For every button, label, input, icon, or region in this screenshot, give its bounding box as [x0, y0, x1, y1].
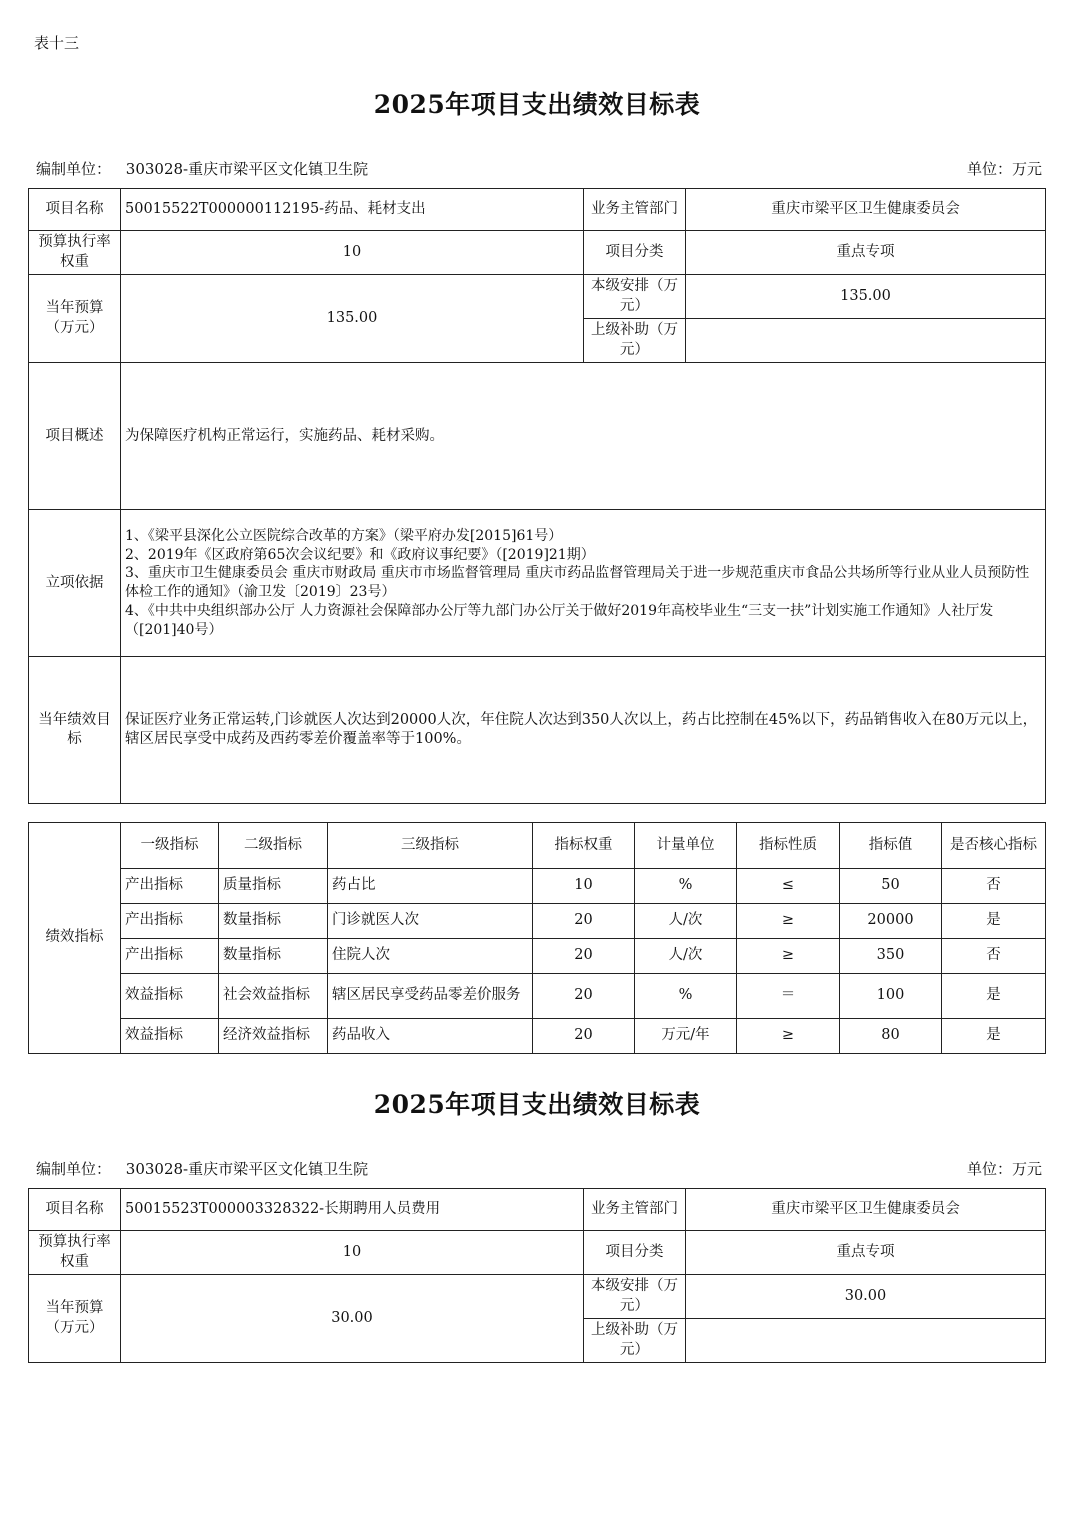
cell-level1: 效益指标 [121, 974, 219, 1019]
label-superior: 上级补助（万元） [584, 1319, 686, 1363]
cell-value: 20000 [840, 904, 942, 939]
label-category: 项目分类 [584, 231, 686, 275]
indicator-header: 指标值 [840, 823, 942, 869]
indicator-header: 二级指标 [219, 823, 328, 869]
cell-weight: 20 [533, 974, 635, 1019]
cell-nature: ≤ [737, 869, 840, 904]
cell-unit: % [635, 869, 737, 904]
cell-core: 否 [942, 869, 1046, 904]
label-budget: 当年预算（万元） [29, 1275, 121, 1363]
unit-label: 编制单位： [36, 160, 112, 178]
label-indicators: 绩效指标 [29, 823, 121, 1054]
goal-text: 保证医疗业务正常运转,门诊就医人次达到20000人次，年住院人次达到350人次以上，药占比控制在45%以下，药品销售收入在80万元以上，辖区居民享受中成药及西药零差价覆盖率等于100%。 [121, 657, 1046, 804]
indicator-row [29, 869, 1046, 904]
cell-value: 100 [840, 974, 942, 1019]
own-value: 30.00 [686, 1275, 1046, 1319]
cell-core: 否 [942, 939, 1046, 974]
cell-value: 80 [840, 1019, 942, 1054]
cell-level3: 药占比 [328, 869, 533, 904]
category-value: 重点专项 [686, 231, 1046, 275]
own-value: 135.00 [686, 275, 1046, 319]
cell-level3: 住院人次 [328, 939, 533, 974]
label-goal: 当年绩效目标 [29, 657, 121, 804]
info-table [28, 1188, 1046, 1363]
dept-value: 重庆市梁平区卫生健康委员会 [686, 1189, 1046, 1231]
indicator-row [29, 904, 1046, 939]
indicator-header: 计量单位 [635, 823, 737, 869]
cell-value: 50 [840, 869, 942, 904]
cell-nature: ≥ [737, 1019, 840, 1054]
unit-value: 303028-重庆市梁平区文化镇卫生院 [125, 1160, 369, 1178]
dept-value: 重庆市梁平区卫生健康委员会 [686, 189, 1046, 231]
cell-level2: 质量指标 [219, 869, 328, 904]
cell-unit: 万元/年 [635, 1019, 737, 1054]
cell-core: 是 [942, 904, 1046, 939]
cell-weight: 20 [533, 939, 635, 974]
label-superior: 上级补助（万元） [584, 319, 686, 363]
project-name: 50015522T000000112195-药品、耗材支出 [121, 189, 584, 231]
page-tag: 表十三 [34, 34, 80, 52]
form-title: 2025年项目支出绩效目标表 [373, 1090, 701, 1119]
cell-unit: % [635, 974, 737, 1019]
label-project-name: 项目名称 [29, 1189, 121, 1231]
label-dept: 业务主管部门 [584, 189, 686, 231]
label-project-name: 项目名称 [29, 189, 121, 231]
category-value: 重点专项 [686, 1231, 1046, 1275]
cell-core: 是 [942, 1019, 1046, 1054]
budget-value: 30.00 [121, 1275, 584, 1363]
cell-nature: ≥ [737, 904, 840, 939]
label-rate-weight: 预算执行率权重 [29, 231, 121, 275]
basis-item: 4、《中共中央组织部办公厅 人力资源社会保障部办公厅等九部门办公厅关于做好2019年高校毕业生“三支一扶”计划实施工作通知》人社厅发（[201]40号） [125, 603, 994, 639]
basis-item: 2、2019年《区政府第65次会议纪要》和《政府议事纪要》（[2019]21期） [125, 546, 595, 563]
label-own: 本级安排（万元） [584, 1275, 686, 1319]
indicator-header: 指标权重 [533, 823, 635, 869]
info-table [28, 188, 1046, 804]
project-name: 50015523T000003328322-长期聘用人员费用 [121, 1189, 584, 1231]
label-own: 本级安排（万元） [584, 275, 686, 319]
currency-unit: 单位：万元 [966, 1160, 1042, 1178]
form-title: 2025年项目支出绩效目标表 [373, 90, 701, 119]
budget-value: 135.00 [121, 275, 584, 363]
cell-weight: 20 [533, 904, 635, 939]
superior-value [686, 319, 1046, 363]
label-overview: 项目概述 [29, 363, 121, 510]
basis-item: 3、重庆市卫生健康委员会 重庆市财政局 重庆市市场监督管理局 重庆市药品监督管理局关于进一步规范重庆市食品公共场所等行业从业人员预防性体检工作的通知》（渝卫发〔2019〕23号） [125, 565, 1030, 601]
indicator-header: 一级指标 [121, 823, 219, 869]
cell-level2: 数量指标 [219, 939, 328, 974]
unit-value: 303028-重庆市梁平区文化镇卫生院 [125, 160, 369, 178]
cell-level2: 经济效益指标 [219, 1019, 328, 1054]
cell-unit: 人/次 [635, 939, 737, 974]
cell-level3: 辖区居民享受药品零差价服务 [328, 974, 533, 1019]
currency-unit: 单位：万元 [966, 160, 1042, 178]
cell-unit: 人/次 [635, 904, 737, 939]
label-budget: 当年预算（万元） [29, 275, 121, 363]
label-dept: 业务主管部门 [584, 1189, 686, 1231]
unit-line [36, 158, 1042, 179]
label-rate-weight: 预算执行率权重 [29, 1231, 121, 1275]
label-basis: 立项依据 [29, 510, 121, 657]
cell-level1: 产出指标 [121, 904, 219, 939]
overview-text: 为保障医疗机构正常运行，实施药品、耗材采购。 [121, 363, 1046, 510]
cell-core: 是 [942, 974, 1046, 1019]
indicator-row [29, 974, 1046, 1019]
unit-line [36, 1158, 1042, 1179]
cell-level1: 产出指标 [121, 939, 219, 974]
indicator-header: 是否核心指标 [942, 823, 1046, 869]
basis-item: 1、《梁平县深化公立医院综合改革的方案》（梁平府办发[2015]61号） [125, 527, 563, 544]
cell-value: 350 [840, 939, 942, 974]
cell-level2: 数量指标 [219, 904, 328, 939]
superior-value [686, 1319, 1046, 1363]
cell-level1: 产出指标 [121, 869, 219, 904]
basis-list [121, 510, 1046, 657]
indicator-table [28, 822, 1046, 1054]
indicator-header: 指标性质 [737, 823, 840, 869]
label-category: 项目分类 [584, 1231, 686, 1275]
cell-level3: 门诊就医人次 [328, 904, 533, 939]
indicator-row [29, 1019, 1046, 1054]
rate-weight: 10 [121, 231, 584, 275]
cell-level3: 药品收入 [328, 1019, 533, 1054]
cell-nature: ＝ [737, 974, 840, 1019]
cell-weight: 10 [533, 869, 635, 904]
cell-weight: 20 [533, 1019, 635, 1054]
cell-level1: 效益指标 [121, 1019, 219, 1054]
cell-nature: ≥ [737, 939, 840, 974]
cell-level2: 社会效益指标 [219, 974, 328, 1019]
unit-label: 编制单位： [36, 1160, 112, 1178]
indicator-row [29, 939, 1046, 974]
rate-weight: 10 [121, 1231, 584, 1275]
indicator-header: 三级指标 [328, 823, 533, 869]
